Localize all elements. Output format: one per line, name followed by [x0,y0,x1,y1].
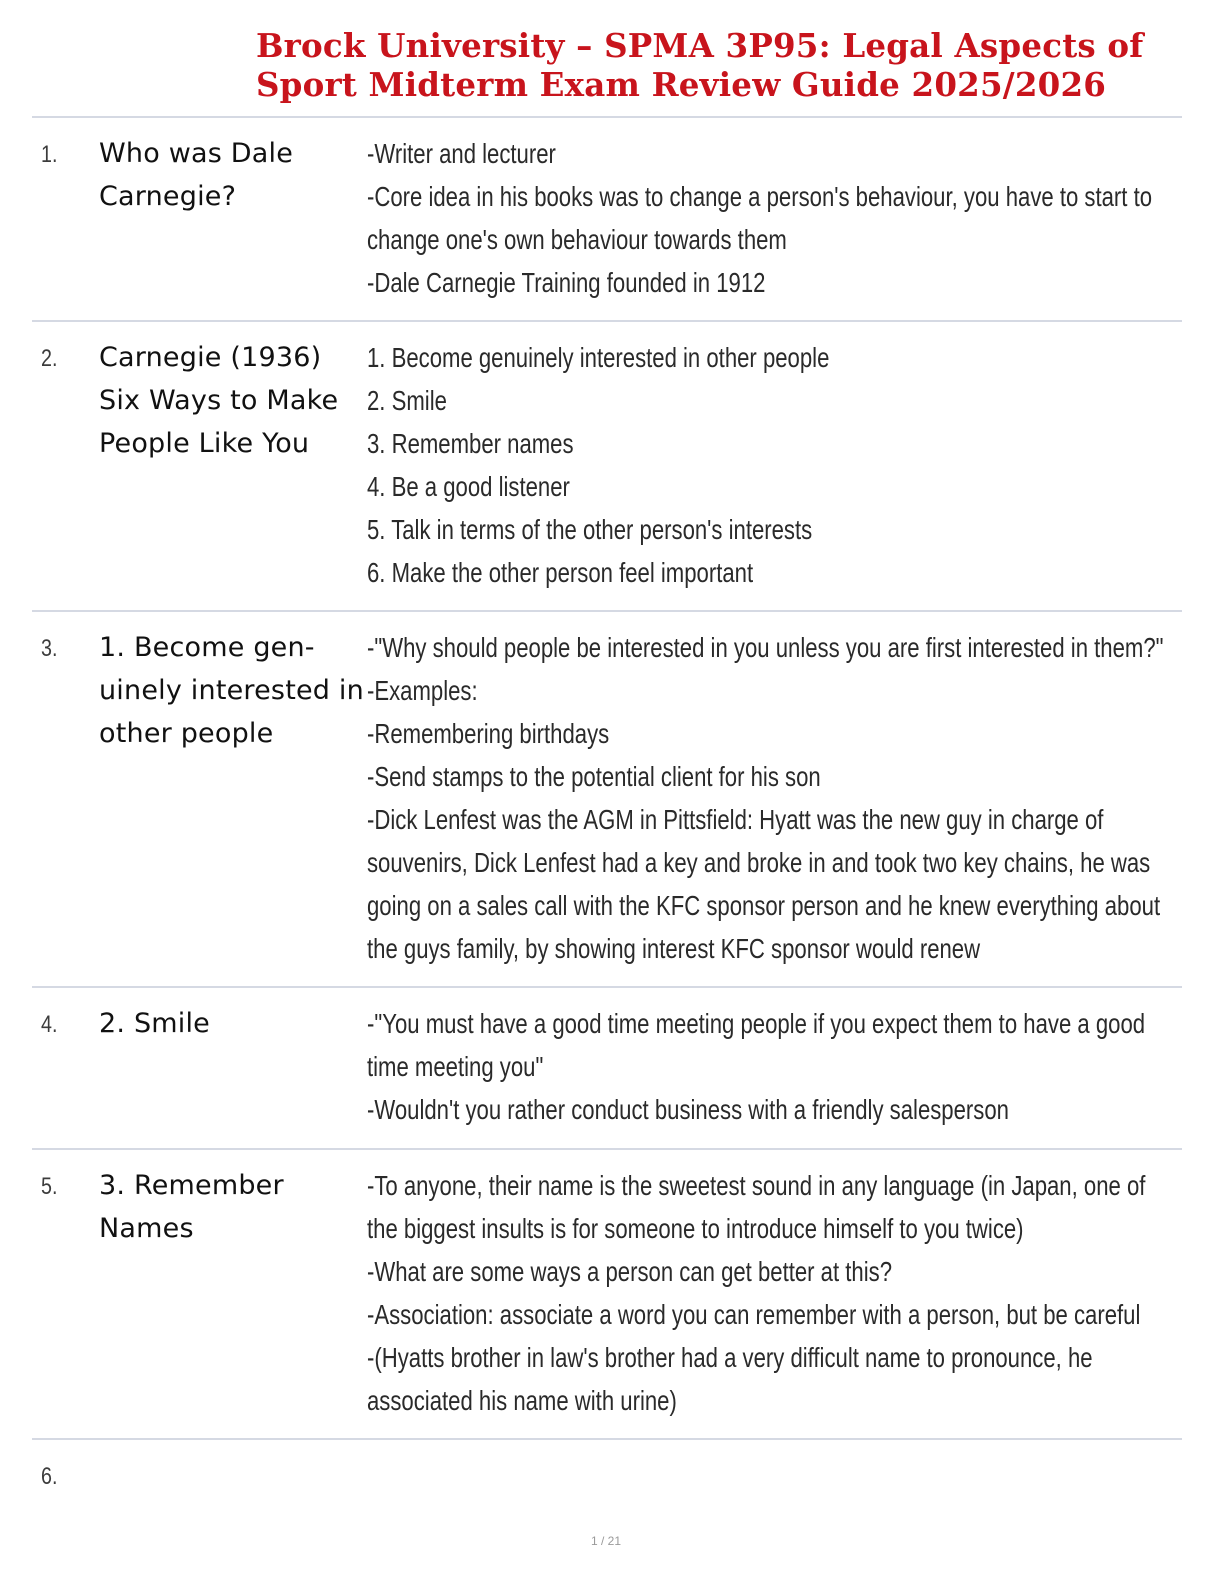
definition-line: -Writer and lecturer [367,138,556,169]
card-number: 4. [41,1011,58,1038]
definition-line: -Core idea in his books was to change a person's behaviour, you have to start to [367,181,1153,212]
page-title: Brock University – SPMA 3P95: Legal Aspects of Sport Midterm Exam Review Guide 2025/2026 [256,26,1144,104]
definition-line: 2. Smile [367,385,447,416]
definition-line: -Examples: [367,675,478,706]
card-term: 1. Become gen- uinely interested in other people [99,632,364,749]
flashcard [32,986,1182,1148]
definition-line: 6. Make the other person feel important [367,557,754,588]
definition-line: -What are some ways a person can get better at this? [367,1256,893,1287]
definition-line: associated his name with urine) [367,1385,677,1416]
card-number: 2. [41,345,58,372]
definition-line: -"You must have a good time meeting people if you expect them to have a good [367,1008,1146,1039]
definition-line: time meeting you" [367,1051,544,1082]
definition-line: 1. Become genuinely interested in other people [367,342,830,373]
definition-line: -Dick Lenfest was the AGM in Pittsfield: Hyatt was the new guy in charge of [367,804,1104,835]
card-term: 3. Remember Names [99,1170,284,1244]
definition-line: the biggest insults is for someone to introduce himself to you twice) [367,1213,1024,1244]
card-definition [367,626,1165,970]
flashcard-list [32,116,1182,1520]
definition-line: -Association: associate a word you can remember with a person, but be careful [367,1299,1141,1330]
definition-line: change one's own behaviour towards them [367,224,787,255]
card-term: Carnegie (1936) Six Ways to Make People Like You [99,342,339,459]
card-term: Who was Dale Carnegie? [99,138,294,212]
flashcard [32,116,1182,320]
definition-line: -To anyone, their name is the sweetest sound in any language (in Japan, one of [367,1170,1146,1201]
definition-line: -(Hyatts brother in law's brother had a very difficult name to pronounce, he [367,1342,1093,1373]
card-term: 2. Smile [99,1008,210,1039]
definition-line: -Dale Carnegie Training founded in 1912 [367,267,766,298]
card-number: 5. [41,1173,58,1200]
card-definition [367,1164,1165,1422]
definition-line: 3. Remember names [367,428,574,459]
definition-line: souvenirs, Dick Lenfest had a key and broke in and took two key chains, he was [367,847,1151,878]
page-indicator: 1 / 21 [590,1534,622,1548]
flashcard [32,1438,1182,1520]
card-definition [367,1002,1165,1131]
card-definition [367,132,1165,304]
definition-line: going on a sales call with the KFC sponsor person and he knew everything about [367,890,1161,921]
card-number: 6. [41,1463,58,1490]
card-number: 3. [41,635,58,662]
card-number: 1. [41,141,58,168]
definition-line: -"Why should people be interested in you unless you are first interested in them?" [367,632,1164,663]
definition-line: -Remembering birthdays [367,718,610,749]
card-definition [367,336,1165,594]
flashcard [32,320,1182,610]
definition-line: -Wouldn't you rather conduct business with a friendly salesperson [367,1094,1009,1125]
definition-line: the guys family, by showing interest KFC sponsor would renew [367,933,981,964]
flashcard [32,610,1182,986]
definition-line: 4. Be a good listener [367,471,570,502]
flashcard [32,1148,1182,1438]
definition-line: -Send stamps to the potential client for his son [367,761,821,792]
definition-line: 5. Talk in terms of the other person's interests [367,514,813,545]
